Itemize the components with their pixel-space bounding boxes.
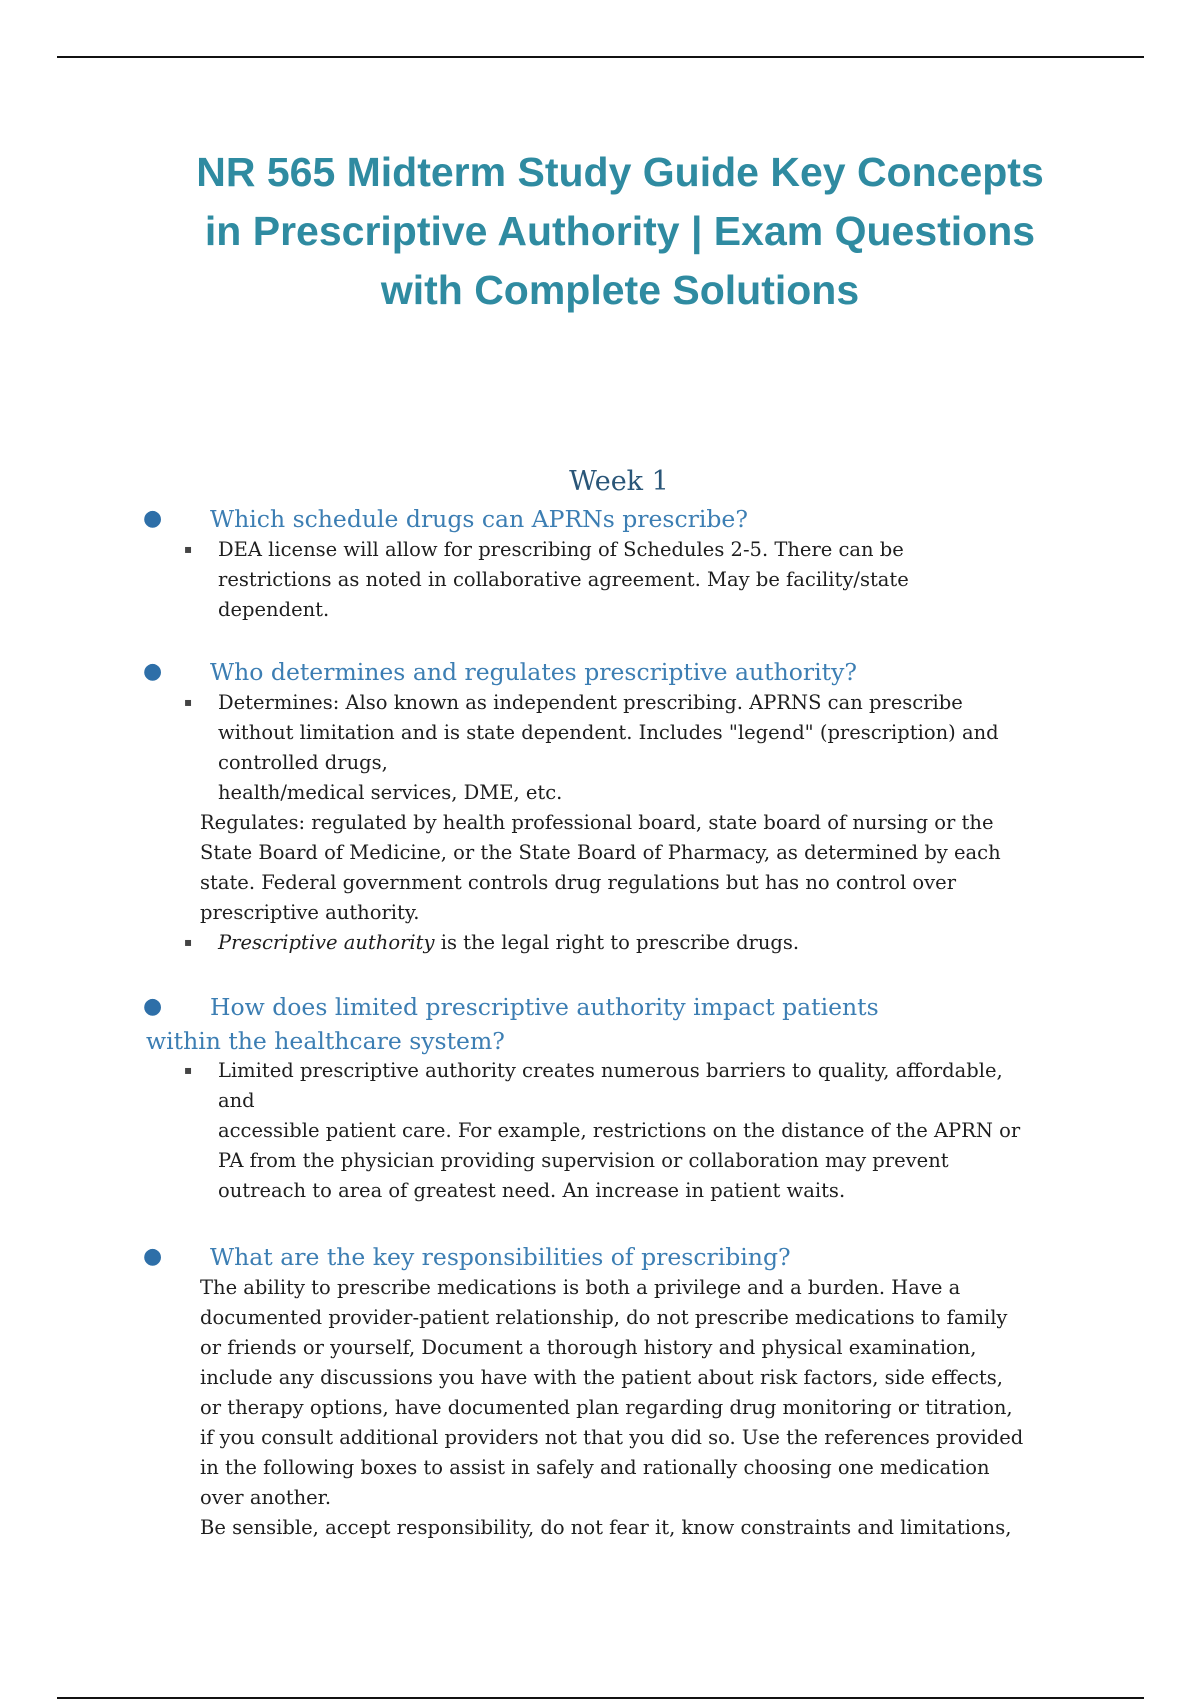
answer-line: over another. [200,1486,332,1509]
answer-line: in the following boxes to assist in safely and rationally choosing one medication [200,1456,990,1479]
answer-line: if you consult additional providers not that you did so. Use the references provided [200,1426,1024,1449]
answer-line: Be sensible, accept responsibility, do not fear it, know constraints and limitations, [200,1516,1012,1539]
bullet-icon: ● [143,506,163,531]
title-line: NR 565 Midterm Study Guide Key Concepts [196,149,1044,195]
answer-line: dependent. [218,598,330,621]
question-text: Who determines and regulates prescriptive authority? [210,658,857,686]
title-line: with Complete Solutions [380,267,860,313]
sub-bullet-icon: ▪ [184,935,193,949]
regulates-line: State Board of Medicine, or the State Board of Pharmacy, as determined by each [200,841,1001,864]
definition-line [218,928,799,958]
bullet-icon: ● [143,994,163,1019]
answer-line: restrictions as noted in collaborative agreement. May be facility/state [218,568,909,591]
answer-line: Determines: Also known as independent prescribing. APRNS can prescribe [218,691,963,714]
answer-line: DEA license will allow for prescribing of Schedules 2-5. There can be [218,538,904,561]
answer-line: The ability to prescribe medications is both a privilege and a burden. Have a [200,1276,961,1299]
question-text: How does limited prescriptive authority impact patients [210,993,879,1021]
answer-line: outreach to area of greatest need. An increase in patient waits. [218,1179,846,1202]
answer-line: PA from the physician providing supervision or collaboration may prevent [218,1149,949,1172]
week-heading: Week 1 [569,466,669,497]
answer-line: and [218,1089,255,1112]
bullet-icon: ● [143,1244,163,1269]
sub-bullet-icon: ▪ [184,542,193,556]
answer-line: health/medical services, DME, etc. [218,781,563,804]
regulates-line: Regulates: regulated by health professional board, state board of nursing or the [200,811,994,834]
answer-line: documented provider-patient relationship, do not prescribe medications to family [200,1306,1008,1329]
answer-line: controlled drugs, [218,751,388,774]
definition-term: Prescriptive authority [218,931,435,954]
answer-line: or friends or yourself, Document a thorough history and physical examination, [200,1336,977,1359]
title-line: in Prescriptive Authority | Exam Questions [204,208,1036,254]
sub-bullet-icon: ▪ [184,695,193,709]
question-text-continued: within the healthcare system? [146,1027,505,1055]
question-text: Which schedule drugs can APRNs prescribe? [210,505,748,533]
bullet-icon: ● [143,659,163,684]
answer-line: include any discussions you have with the patient about risk factors, side effects, [200,1366,1003,1389]
answer-line: or therapy options, have documented plan regarding drug monitoring or titration, [200,1396,1013,1419]
regulates-line: state. Federal government controls drug regulations but has no control over [200,871,957,894]
definition-text: is the legal right to prescribe drugs. [434,931,800,954]
answer-line: without limitation and is state dependent. Includes "legend" (prescription) and [218,721,999,744]
bottom-rule [57,1697,1144,1699]
answer-line: Limited prescriptive authority creates numerous barriers to quality, affordable, [218,1059,1003,1082]
question-text: What are the key responsibilities of prescribing? [210,1243,791,1271]
answer-line: accessible patient care. For example, restrictions on the distance of the APRN or [218,1119,1021,1142]
page-title [100,143,1140,320]
top-rule [57,56,1144,58]
sub-bullet-icon: ▪ [184,1063,193,1077]
regulates-line: prescriptive authority. [200,901,420,924]
